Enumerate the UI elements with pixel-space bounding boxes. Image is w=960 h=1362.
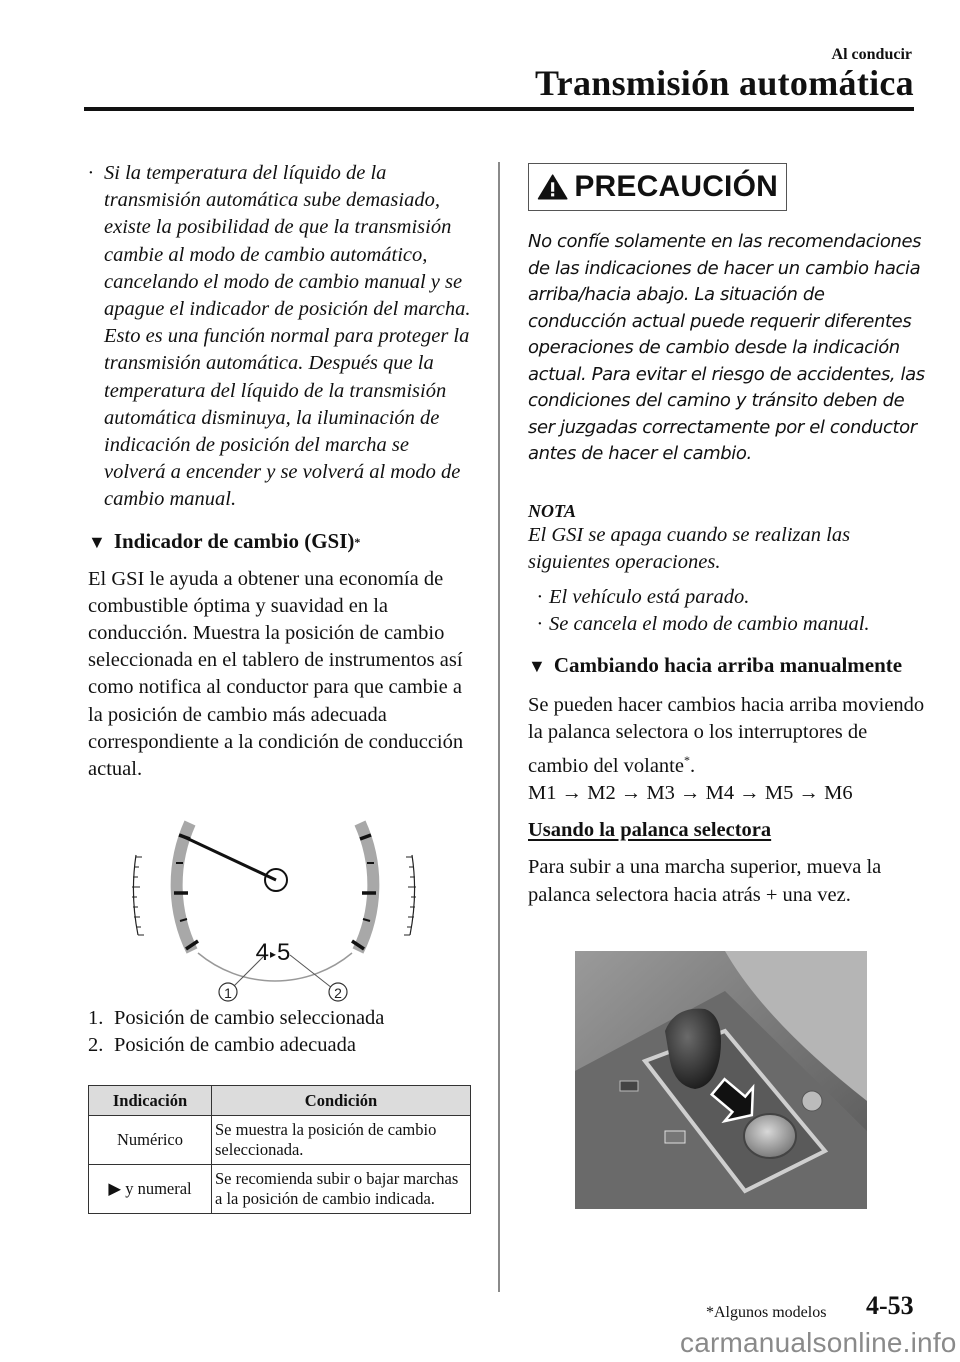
shift-lever-photo	[575, 951, 867, 1209]
left-column	[88, 160, 473, 1214]
caution-banner	[528, 163, 787, 211]
condition-cell: Se muestra la posición de cambio seleccionada.	[212, 1116, 471, 1165]
section-heading-gsi	[88, 529, 473, 554]
selected-gear: 4	[255, 939, 269, 967]
gear-selector-illustration-icon	[575, 951, 867, 1209]
table-header-row	[89, 1086, 471, 1116]
section-title-upshift: Cambiando hacia arriba manualmente	[553, 652, 903, 677]
condition-cell: Se recomienda subir o bajar marchas a la posición de cambio indicada.	[212, 1165, 471, 1214]
column-divider	[498, 162, 500, 1292]
subheading-selector-lever: Usando la palanca selectora	[528, 819, 772, 842]
temperature-note	[88, 160, 473, 514]
svg-text:2: 2	[334, 985, 342, 1002]
indication-cell: ▶ y numeral	[89, 1165, 212, 1214]
right-column	[528, 163, 928, 1209]
section-title-gsi: Indicador de cambio (GSI)	[113, 528, 355, 553]
asterisk-footnote-mark: *	[354, 534, 361, 549]
upshift-instruction: Para subir a una marcha superior, mueva la palanca selectora hacia atrás + una vez.	[528, 856, 882, 906]
bullet-icon: ·	[537, 585, 543, 608]
svg-text:1: 1	[224, 985, 232, 1002]
note-title: NOTA	[528, 500, 577, 521]
triangle-down-icon: ▼	[88, 531, 106, 552]
warning-triangle-icon	[537, 170, 568, 204]
caution-text: No confíe solamente en las recomendaciones de las indicaciones de hacer un cambio hacia arriba/hacia abajo. La situación de conducción actual puede requerir diferentes operaciones de cambio desde la indicación actual. Para evitar el riesgo de accidentes, las condiciones del camino y tránsito deben de ser juzgadas correctamente por el conductor antes de hacer el cambio.	[528, 231, 925, 464]
note-bullets	[528, 584, 928, 638]
bullet-icon: ·	[537, 612, 543, 635]
column-header-condition: Condición	[212, 1086, 471, 1116]
list-item: · El vehículo está parado.	[528, 584, 928, 611]
page-title: Transmisión automática	[535, 63, 914, 103]
table-row	[89, 1165, 471, 1214]
legend-item: 2. Posición de cambio adecuada	[88, 1034, 356, 1057]
gear-sequence: M1 → M2 → M3 → M4 → M5 → M6	[528, 781, 853, 804]
upshift-description: Se pueden hacer cambios hacia arriba moviendo la palanca selectora o los interruptores de cambio del volante*. M1 → M2 → M3 → M4 → M5 → M6	[528, 693, 925, 804]
table-row	[89, 1116, 471, 1165]
figure-legend	[88, 1005, 473, 1059]
note-text: El GSI se apaga cuando se realizan las siguientes operaciones.	[528, 523, 851, 573]
gsi-gauge-figure	[110, 805, 440, 1005]
chapter-label: Al conducir	[831, 46, 912, 63]
section-heading-upshift	[528, 652, 928, 680]
footnote-some-models: *Algunos modelos	[706, 1304, 827, 1321]
suggested-gear: 5	[277, 939, 291, 967]
list-item: · Se cancela el modo de cambio manual.	[528, 611, 928, 638]
gear-arrow-icon: ▸	[269, 947, 277, 962]
tachometer-icon	[110, 805, 440, 1005]
caution-label: PRECAUCIÓN	[574, 170, 778, 203]
triangle-right-icon: ▶	[108, 1179, 122, 1199]
watermark-link[interactable]: carmanualsonline.info	[680, 1327, 957, 1358]
indication-cell: Numérico	[89, 1116, 212, 1165]
header-rule	[84, 107, 914, 111]
bullet-icon: ·	[88, 162, 94, 184]
gsi-description: El GSI le ayuda a obtener una economía de combustible óptima y suavidad en la conducción. Muestra la posición de cambio seleccionada en el tablero de instrumentos así como notifica al conductor para que cambie a la posición de cambio más adecuada correspondiente a la condición de conducción actual.	[88, 567, 464, 781]
page-number: 4-53	[866, 1291, 914, 1320]
indication-table	[88, 1085, 471, 1214]
column-header-indication: Indicación	[89, 1086, 212, 1116]
triangle-down-icon: ▼	[528, 655, 546, 676]
temperature-note-text: Si la temperatura del líquido de la transmisión automática sube demasiado, existe la posibilidad de que la transmisión cambie al modo de cambio automático, cancelando el modo de cambio manual y se apague el indicador de posición del marcha. Esto es una función normal para proteger la transmisión automática. Después que la temperatura del líquido de la transmisión automática disminuya, la iluminación de indicación de posición del marcha se volverá a encender y se volverá al modo de cambio manual.	[104, 162, 471, 511]
asterisk-footnote-mark: *	[683, 752, 690, 767]
legend-item: 1. Posición de cambio seleccionada	[88, 1007, 385, 1030]
